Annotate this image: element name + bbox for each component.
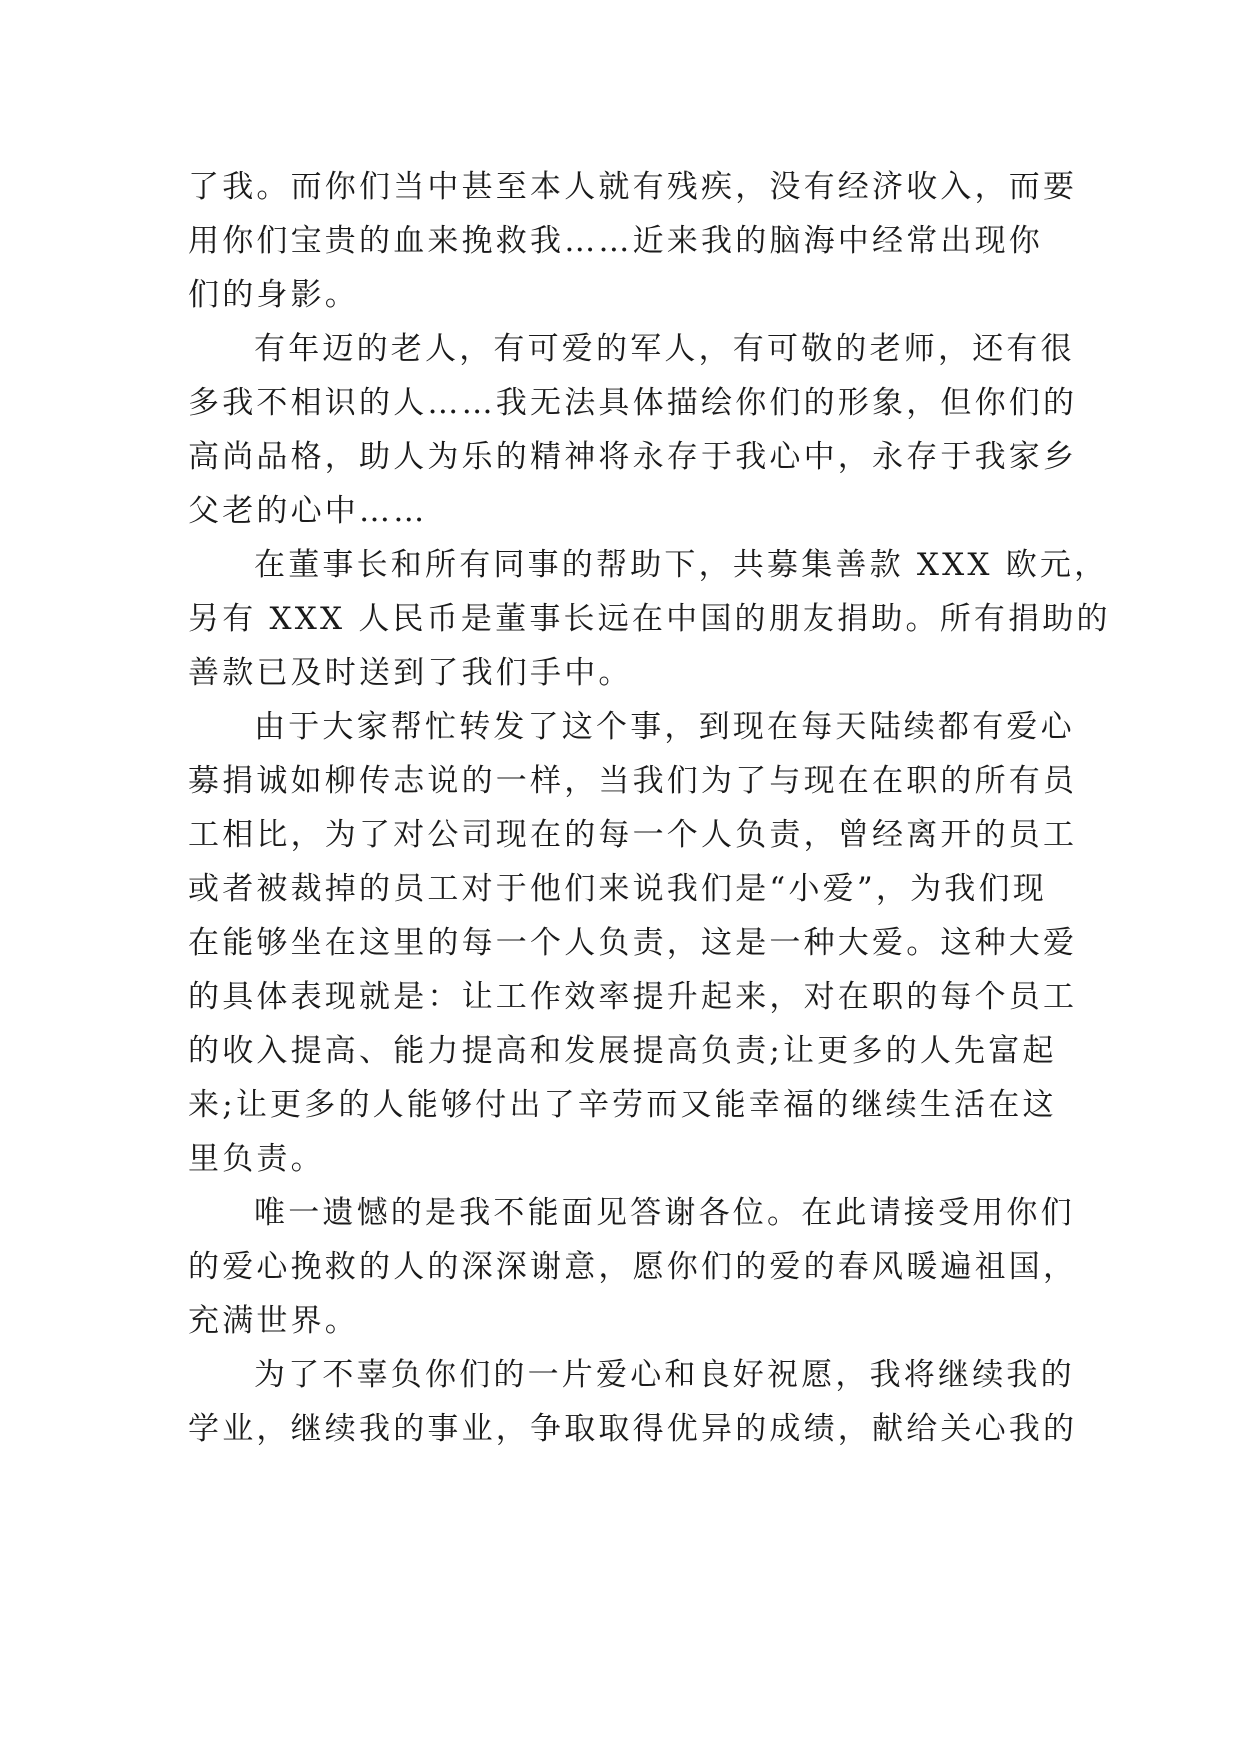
text-line: 里负责。 bbox=[188, 1141, 325, 1177]
text-line: 善款已及时送到了我们手中。 bbox=[188, 655, 633, 691]
text-line: 或者被裁掉的员工对于他们来说我们是“小爱”，为我们现 bbox=[188, 871, 1047, 907]
paragraph-first-line: 为了不辜负你们的一片爱心和良好祝愿，我将继续我的 bbox=[254, 1357, 1075, 1393]
text-line: 学业，继续我的事业，争取取得优异的成绩，献给关心我的 bbox=[188, 1411, 1078, 1447]
text-line: 的爱心挽救的人的深深谢意，愿你们的爱的春风暖遍祖国， bbox=[188, 1249, 1078, 1285]
paragraph-first-line: 有年迈的老人，有可爱的军人，有可敬的老师，还有很 bbox=[254, 331, 1075, 367]
text-line: 多我不相识的人……我无法具体描绘你们的形象，但你们的 bbox=[188, 385, 1078, 421]
text-line: 用你们宝贵的血来挽救我……近来我的脑海中经常出现你 bbox=[188, 223, 1043, 259]
paragraph-first-line: 由于大家帮忙转发了这个事，到现在每天陆续都有爱心 bbox=[254, 709, 1075, 745]
text-line: 充满世界。 bbox=[188, 1303, 359, 1339]
text-line: 在能够坐在这里的每一个人负责，这是一种大爱。这种大爱 bbox=[188, 925, 1078, 961]
text-line: 的具体表现就是：让工作效率提升起来，对在职的每个员工 bbox=[188, 979, 1078, 1015]
paragraph-first-line: 在董事长和所有同事的帮助下，共募集善款 XXX 欧元， bbox=[254, 547, 1109, 583]
text-line: 另有 XXX 人民币是董事长远在中国的朋友捐助。所有捐助的 bbox=[188, 601, 1111, 637]
text-line: 来;让更多的人能够付出了辛劳而又能幸福的继续生活在这 bbox=[188, 1087, 1057, 1123]
text-line: 们的身影。 bbox=[188, 277, 359, 313]
text-line: 工相比，为了对公司现在的每一个人负责，曾经离开的员工 bbox=[188, 817, 1078, 853]
text-line: 了我。而你们当中甚至本人就有残疾，没有经济收入，而要 bbox=[188, 169, 1078, 205]
paragraph-first-line: 唯一遗憾的是我不能面见答谢各位。在此请接受用你们 bbox=[254, 1195, 1075, 1231]
text-line: 募捐诚如柳传志说的一样，当我们为了与现在在职的所有员 bbox=[188, 763, 1078, 799]
text-line: 的收入提高、能力提高和发展提高负责;让更多的人先富起 bbox=[188, 1033, 1057, 1069]
text-line: 父老的心中…… bbox=[188, 493, 428, 529]
text-line: 高尚品格，助人为乐的精神将永存于我心中，永存于我家乡 bbox=[188, 439, 1078, 475]
body-text bbox=[188, 160, 1111, 1456]
